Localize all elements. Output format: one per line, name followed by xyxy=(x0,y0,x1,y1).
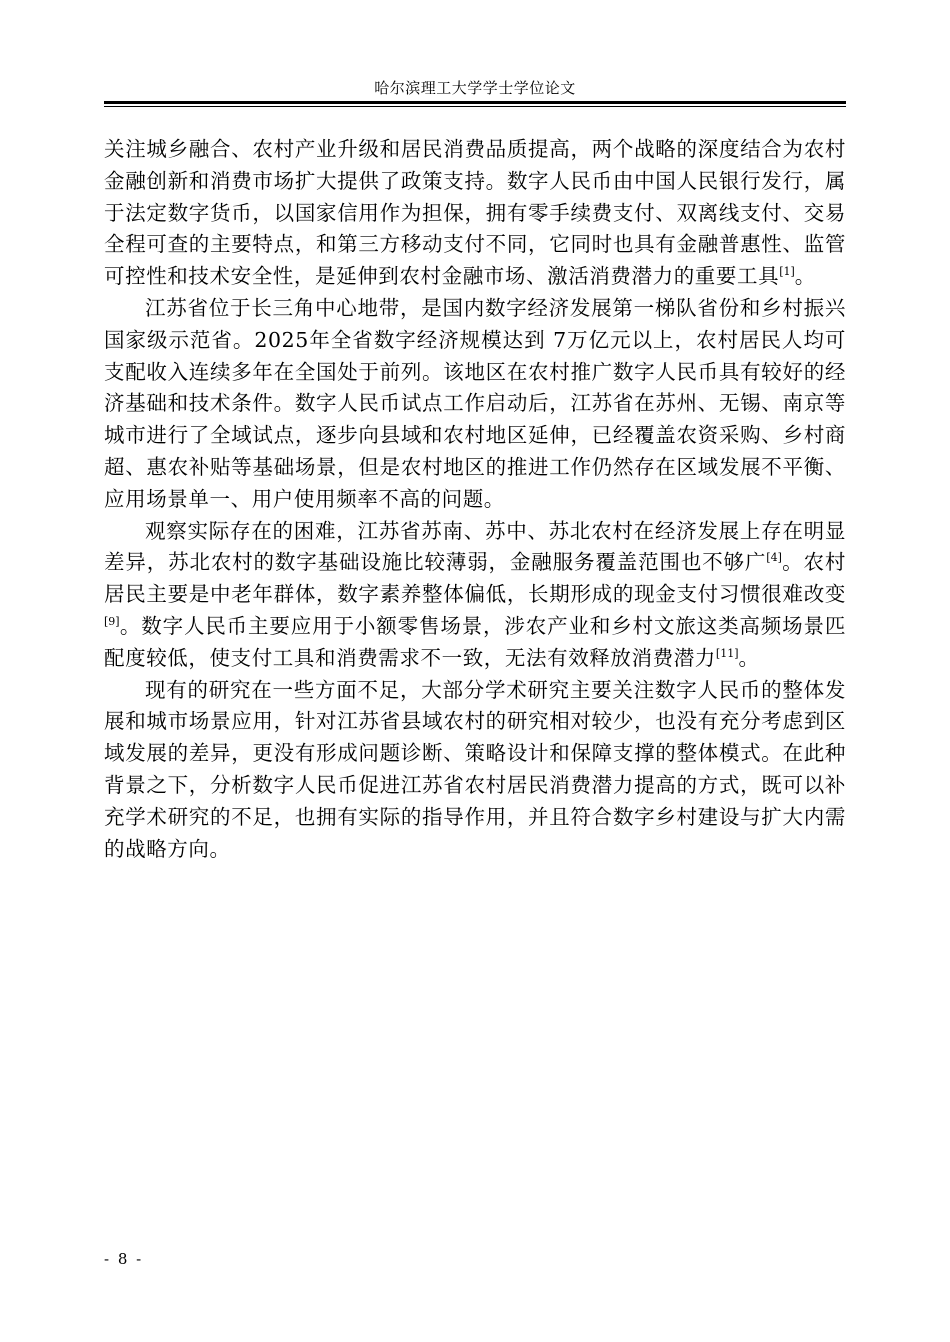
running-header: 哈尔滨理工大学学士学位论文 xyxy=(374,79,576,97)
paragraph-text: 现有的研究在一些方面不足，大部分学术研究主要关注数字人民币的整体发展和城市场景应用，针对江苏省县域农村的研究相对较少，也没有充分考虑到区域发展的差异，更没有形成问题诊断、策略设计和保障支撑的整体模式。在此种背景之下，分析数字人民币促进江苏省农村居民消费潜力提高的方式，既可以补充学术研究的不足，也拥有实际的指导作用，并且符合数字乡村建设与扩大内需的战略方向。 xyxy=(104,677,846,861)
paragraph-text: 。数字人民币主要应用于小额零售场景，涉农产业和乡村文旅这类高频场景匹配度较低，使支付工具和消费需求不一致，无法有效释放消费潜力 xyxy=(104,613,846,670)
page-number: - 8 - xyxy=(104,1250,144,1268)
paragraph-2 xyxy=(104,293,846,516)
paragraph-text: 。 xyxy=(738,645,760,670)
header-rule-thick xyxy=(104,101,846,104)
paragraph-text: 观察实际存在的困难，江苏省苏南、苏中、苏北农村在经济发展上存在明显差异，苏北农村的数字基础设施比较薄弱，金融服务覆盖范围也不够广 xyxy=(104,518,846,575)
citation-marker: [11] xyxy=(715,646,739,660)
paragraph-text: 关注城乡融合、农村产业升级和居民消费品质提高，两个战略的深度结合为农村金融创新和消费市场扩大提供了政策支持。数字人民币由中国人民银行发行，属于法定数字货币，以国家信用作为担保，拥有零手续费支付、双离线支付、交易全程可查的主要特点，和第三方移动支付不同，它同时也具有金融普惠性、监管可控性和技术安全性，是延伸到农村金融市场、激活消费潜力的重要工具 xyxy=(104,137,846,289)
paragraph-text: 江苏省位于长三角中心地带，是国内数字经济发展第一梯队省份和乡村振兴国家级示范省。2025年全省数字经济规模达到 7万亿元以上，农村居民人均可支配收入连续多年在全国处于前列。该地区在农村推广数字人民币具有较好的经济基础和技术条件。数字人民币试点工作启动后，江苏省在苏州、无锡、南京等城市进行了全域试点，逐步向县域和农村地区延伸，已经覆盖农资采购、乡村商超、惠农补贴等基础场景，但是农村地区的推进工作仍然存在区域发展不平衡、应用场景单一、用户使用频率不高的问题。 xyxy=(104,295,846,511)
body-text xyxy=(104,134,846,865)
paragraph-3 xyxy=(104,516,846,675)
paragraph-1 xyxy=(104,134,846,293)
paragraph-text: 。 xyxy=(794,264,816,289)
citation-marker: [1] xyxy=(779,265,795,279)
header-rule-thin xyxy=(104,106,846,107)
paragraph-4 xyxy=(104,675,846,866)
citation-marker: [4] xyxy=(766,551,782,565)
citation-marker: [9] xyxy=(104,614,120,628)
paragraph-text: 。农村居民主要是中老年群体，数字素养整体偏低，长期形成的现金支付习惯很难改变 xyxy=(104,550,846,607)
